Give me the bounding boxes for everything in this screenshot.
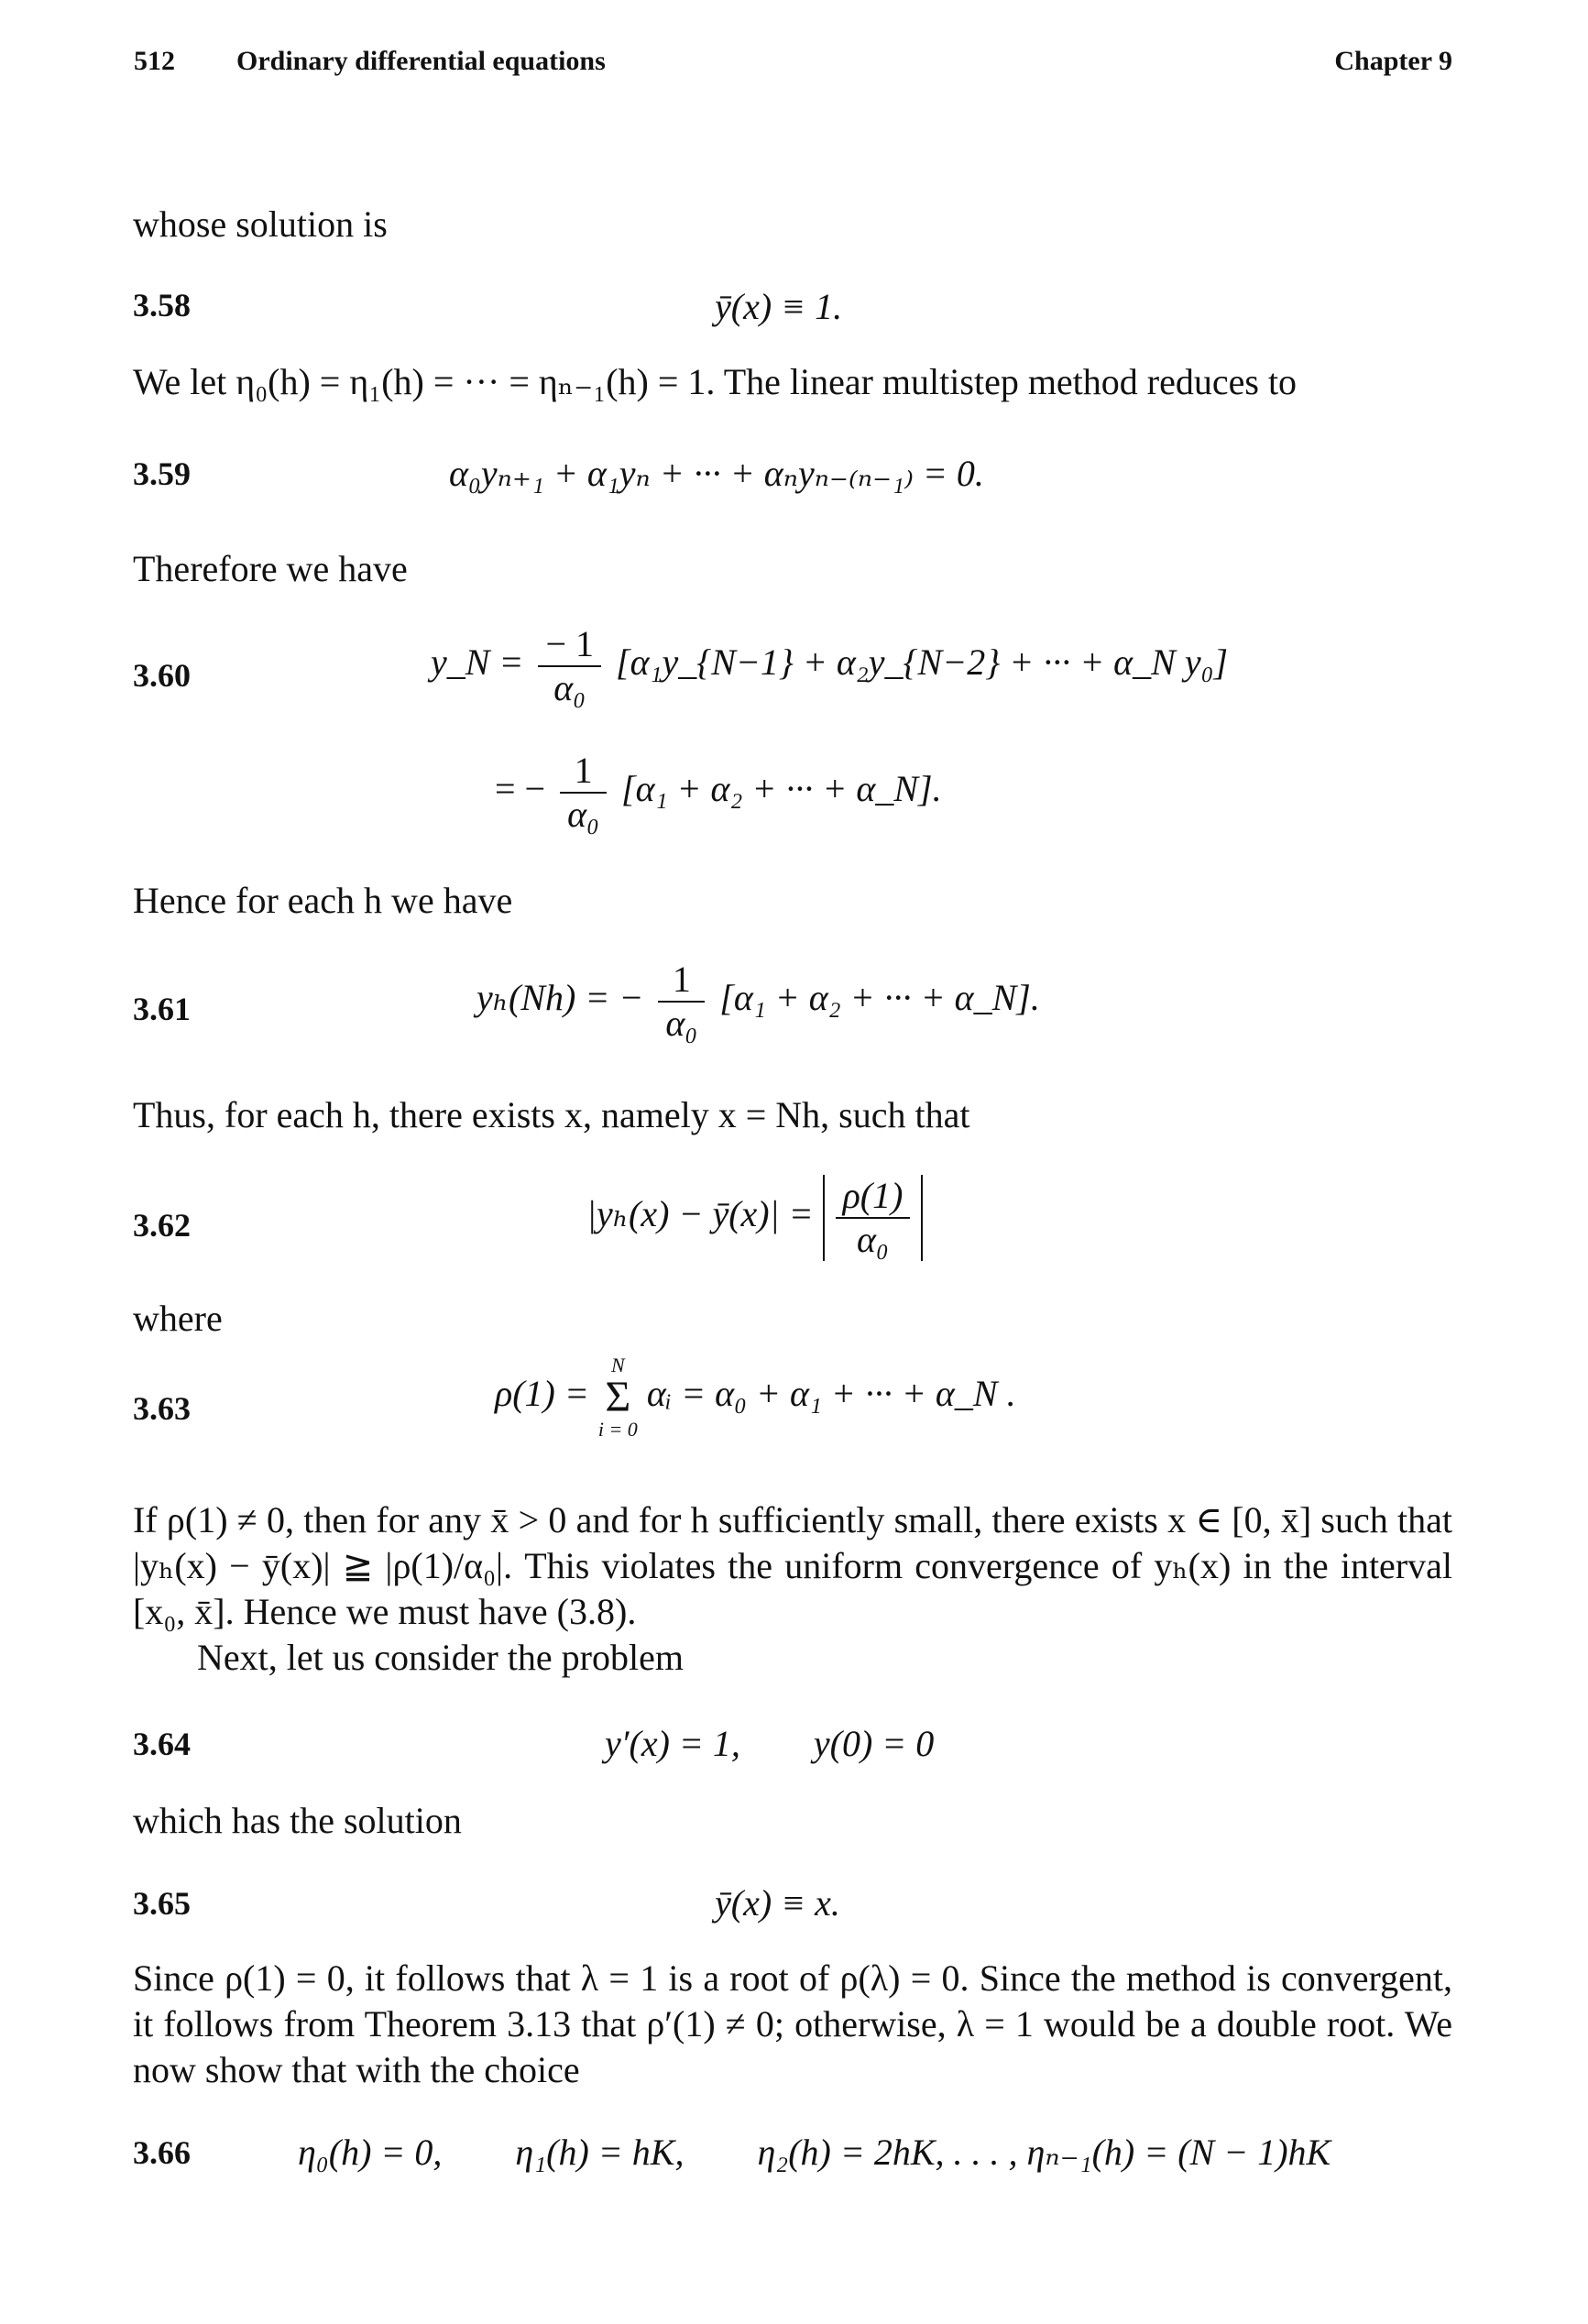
eq-lhs: yₕ(Nh) = − [476,977,644,1019]
summation [598,1354,638,1441]
equation-3-64: y′(x) = 1, y(0) = 0 [605,1723,935,1764]
fraction-numerator: ρ(1) [836,1175,911,1219]
equation-number: 3.63 [133,1390,191,1427]
eq-lhs: = − [495,768,546,810]
fraction-numerator: 1 [560,750,607,794]
fraction-denominator: α₀ [553,667,586,708]
equation-3-66: η₀(h) = 0, η₁(h) = hK, η₂(h) = 2hK, . . . , ηₙ₋₁(h) = (N − 1)hK [298,2132,1331,2173]
equation-3-62 [586,1175,923,1261]
chapter-label: Chapter 9 [1334,46,1452,76]
equation-number: 3.66 [133,2134,191,2171]
equation-3-63 [495,1354,1016,1441]
fraction-numerator: − 1 [538,623,601,667]
equation-3-59: α₀yₙ₊₁ + α₁yₙ + ··· + αₙyₙ₋₍ₙ₋₁₎ = 0. [449,453,984,494]
fraction-denominator: α₀ [665,1003,698,1044]
equation-3-61 [476,959,1040,1045]
fraction [658,959,705,1045]
paragraph-intro: whose solution is [133,203,388,245]
fraction [836,1175,911,1261]
absolute-value [823,1175,924,1261]
fraction [560,750,607,836]
eq-lhs: ρ(1) = [495,1373,589,1415]
running-title: Ordinary differential equations [236,46,606,76]
equation-3-60-line2 [495,750,942,836]
equation-number: 3.64 [133,1726,191,1762]
eq-lhs: y_N = [431,641,524,684]
equation-3-65: ȳ(x) ≡ x. [715,1882,840,1924]
paragraph-if: If ρ(1) ≠ 0, then for any x̄ > 0 and for h sufficiently small, there exists x ∈ [0, x̄] such that |yₕ(x) − ȳ(x)| ≧ |ρ(1)/α₀|. This violates the uniform convergence of yₕ(x) in the interval [x₀, x̄]. Hence we must have (3.8). [133,1499,1452,1632]
eq-rest: [α₁ + α₂ + ··· + α_N]. [719,977,1040,1019]
paragraph-since: Since ρ(1) = 0, it follows that λ = 1 is a root of ρ(λ) = 0. Since the method is convergent, it follows from Theorem 3.13 that ρ′(1) ≠ 0; otherwise, λ = 1 would be a double root. We now show that with the choice [133,1957,1452,2090]
fraction [538,623,601,709]
eq-rest: αᵢ = α₀ + α₁ + ··· + α_N . [646,1373,1016,1415]
equation-number: 3.62 [133,1207,191,1244]
equation-3-58: ȳ(x) ≡ 1. [715,286,843,327]
equation-3-60-line1 [431,623,1228,709]
fraction-numerator: 1 [658,959,705,1003]
equation-number: 3.65 [133,1885,191,1922]
sigma-symbol: Σ [605,1373,631,1421]
sum-lower-limit: i = 0 [597,1418,638,1441]
sum-upper-limit: N [610,1354,625,1376]
page-number: 512 [134,46,175,76]
eq-lhs: |yₕ(x) − ȳ(x)| = [586,1193,814,1235]
equation-number: 3.59 [133,455,191,492]
paragraph-next: Next, let us consider the problem [197,1637,684,1678]
eq-rest: [α₁y_{N−1} + α₂y_{N−2} + ··· + α_N y₀] [616,641,1229,684]
equation-number: 3.60 [133,657,191,694]
paragraph-where: where [133,1298,223,1339]
equation-number: 3.58 [133,287,191,323]
equation-number: 3.61 [133,991,191,1027]
eq-rest: [α₁ + α₂ + ··· + α_N]. [621,768,942,810]
fraction-denominator: α₀ [857,1219,889,1260]
paragraph-therefore: Therefore we have [133,548,408,589]
paragraph-hence: Hence for each h we have [133,880,513,921]
paragraph-thus: Thus, for each h, there exists x, namely x = Nh, such that [133,1094,970,1135]
paragraph-which: which has the solution [133,1800,462,1841]
fraction-denominator: α₀ [567,794,600,835]
paragraph-let: We let η₀(h) = η₁(h) = ··· = ηₙ₋₁(h) = 1. The linear multistep method reduces to [133,361,1298,402]
